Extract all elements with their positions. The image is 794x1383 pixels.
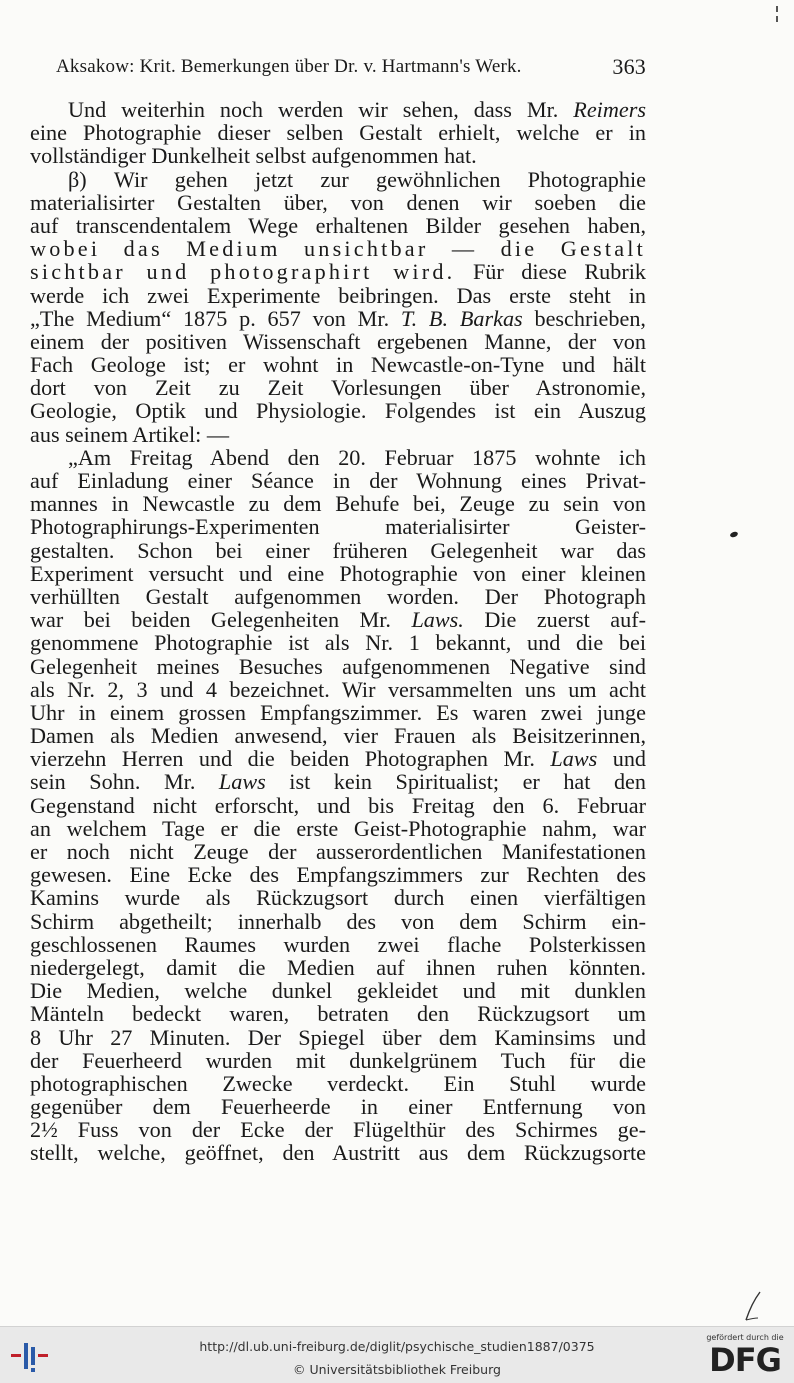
text-segment: vierzehn Herren und die beiden Photographen Mr. [30,746,551,772]
text-segment: Für diese Rubrik [455,259,646,285]
edge-marks [776,6,780,30]
text-segment: Mänteln bedeckt waren, betraten den Rückzugsort um [30,1001,646,1027]
text-line [30,631,646,654]
text-segment: und [597,746,647,772]
text-segment: gegenüber dem Feuerheerde in einer Entfernung von [30,1094,646,1120]
text-line [30,353,646,376]
text-segment: Damen als Medien anwesend, vier Frauen als Beisitzerinnen, [30,723,646,749]
text-segment: sein Sohn. Mr. [30,769,219,795]
text-segment: mannes in Newcastle zu dem Behufe bei, Zeuge zu sein von [30,491,646,517]
text-line [30,770,646,793]
text-segment: β) Wir gehen jetzt zur gewöhnlichen Photographie [68,166,646,192]
text-line [30,1002,646,1025]
text-line [30,724,646,747]
text-line [30,1118,646,1141]
text-segment: verhüllten Gestalt aufgenommen worden. Der Photograph [30,583,646,609]
text-line [30,910,646,933]
text-segment: auf Einladung einer Séance in der Wohnung eines Privat- [30,468,646,493]
text-segment: beschrieben, [522,305,646,331]
text-line [30,446,646,469]
text-line [30,98,646,121]
text-line [30,863,646,886]
text-line [30,678,646,701]
body-text [30,98,646,1165]
text-line [30,492,646,515]
text-line [30,1026,646,1049]
text-line [30,1072,646,1095]
text-segment: eine Photographie dieser selben Gestalt erhielt, welche er in [30,120,646,146]
text-segment: Photographirungs-Experimenten materialisirter Geister- [30,514,646,540]
text-segment: werde ich zwei Experimente beibringen. Das erste steht in [30,282,646,308]
text-line [30,1095,646,1118]
text-line [30,214,646,237]
page-number: 363 [612,54,646,79]
italic-name: Reimers [573,97,646,122]
source-url-link[interactable]: http://dl.ub.uni-freiburg.de/diglit/psychische_studien1887/0375 [199,1339,595,1354]
text-segment: geschlossenen Raumes wurden zwei flache Polsterkissen [30,931,646,957]
text-segment: Fach Geologe ist; er wohnt in Newcastle-on-Tyne und hält [30,352,646,378]
text-line [30,794,646,817]
text-segment: Die Medien, welche dunkel gekleidet und mit dunklen [30,978,646,1004]
text-segment: „The Medium“ 1875 p. 657 von Mr. [30,305,401,331]
text-line [30,562,646,585]
text-line [30,168,646,191]
text-line [30,933,646,956]
text-segment: 2½ Fuss von der Ecke der Flügelthür des Schirmes ge- [30,1117,646,1143]
text-segment: wobei das Medium unsichtbar — die Gestalt [30,236,646,262]
text-segment: stellt, welche, geöffnet, den Austritt aus dem Rückzugsorte [30,1140,646,1166]
text-segment: Kamins wurde als Rückzugsort durch einen vierfältigen [30,885,646,911]
text-segment: Schirm abgetheilt; innerhalb des von dem Schirm ein- [30,908,646,934]
text-line [30,701,646,724]
text-line [30,886,646,909]
text-segment: Uhr in einem grossen Empfangszimmer. Es waren zwei junge [30,699,646,725]
text-segment: Gelegenheit meines Besuches aufgenommenen Negative sind [30,653,646,679]
margin-ink-dot [729,531,738,538]
text-segment: gestalten. Schon bei einer früheren Gelegenheit war das [30,537,646,563]
text-segment: genommene Photographie ist als Nr. 1 bekannt, und die bei [30,630,646,656]
text-line [30,585,646,608]
footer-bar [0,1326,794,1383]
text-segment: materialisirter Gestalten über, von denen wir soeben die [30,189,646,215]
text-line [30,1049,646,1072]
text-line [30,979,646,1002]
page-header [56,54,646,84]
text-line [30,144,646,167]
text-segment: aus seinem Artikel: — [30,421,230,447]
text-segment: Geologie, Optik und Physiologie. Folgendes ist ein Auszug [30,398,646,424]
copyright-text: © Universitätsbibliothek Freiburg [293,1362,501,1377]
text-line [30,237,646,260]
text-segment: vollständiger Dunkelheit selbst aufgenommen hat. [30,143,477,169]
text-line [30,515,646,538]
text-line [30,399,646,422]
italic-name: Laws. [411,607,464,633]
text-line [30,307,646,330]
pencil-mark-icon [738,1290,768,1324]
text-segment: dort von Zeit zu Zeit Vorlesungen über Astronomie, [30,375,646,401]
dfg-tagline: gefördert durch die [706,1333,784,1342]
text-segment: photographischen Zwecke verdeckt. Ein Stuhl wurde [30,1070,646,1096]
text-line [30,608,646,631]
text-segment: als Nr. 2, 3 und 4 bezeichnet. Wir versammelten uns um acht [30,676,646,702]
text-segment: 8 Uhr 27 Minuten. Der Spiegel über dem Kaminsims und [30,1024,646,1050]
text-segment: „Am Freitag Abend den 20. Februar 1875 wohnte ich [68,444,646,470]
text-segment: ist kein Spiritualist; er hat den [265,769,646,795]
italic-name: Laws [550,746,598,772]
text-line [30,840,646,863]
dfg-logo-icon [704,1333,786,1379]
text-segment: niedergelegt, damit die Medien auf ihnen ruhen könnten. [30,954,646,980]
text-line [30,1141,646,1164]
text-segment: an welchem Tage er die erste Geist-Photographie nahm, war [30,815,646,841]
text-line [30,260,646,283]
text-line [30,539,646,562]
running-title: Aksakow: Krit. Bemerkungen über Dr. v. Hartmann's Werk. [56,56,522,77]
text-line [30,655,646,678]
text-segment: sichtbar und photographirt wird. [30,259,456,285]
text-line [30,956,646,979]
text-segment: Experiment versucht und eine Photographie von einer kleinen [30,560,646,586]
text-segment: war bei beiden Gelegenheiten Mr. [30,607,412,633]
text-segment: auf transcendentalem Wege erhaltenen Bilder gesehen haben, [30,212,646,238]
dfg-logo-text: DFG [709,1341,781,1379]
text-line [30,191,646,214]
text-line [30,376,646,399]
text-line [30,469,646,492]
text-line [30,423,646,446]
text-segment: Gegenstand nicht erforscht, und bis Freitag den 6. Februar [30,792,646,818]
text-line [30,747,646,770]
italic-name: Laws [218,769,266,795]
italic-name: T. B. Barkas [400,305,523,331]
text-segment: einem der positiven Wissenschaft ergebenen Manne, der von [30,328,646,354]
text-segment: Und weiterhin noch werden wir sehen, dass Mr. [68,97,574,122]
text-segment: Die zuerst auf- [463,607,647,633]
text-line [30,330,646,353]
text-segment: der Feuerheerd wurden mit dunkelgrünem Tuch für die [30,1047,646,1073]
text-line [30,121,646,144]
text-segment: gewesen. Eine Ecke des Empfangszimmers zur Rechten des [30,862,646,888]
text-line [30,284,646,307]
text-line [30,817,646,840]
text-segment: er noch nicht Zeuge der ausserordentlichen Manifestationen [30,839,646,864]
